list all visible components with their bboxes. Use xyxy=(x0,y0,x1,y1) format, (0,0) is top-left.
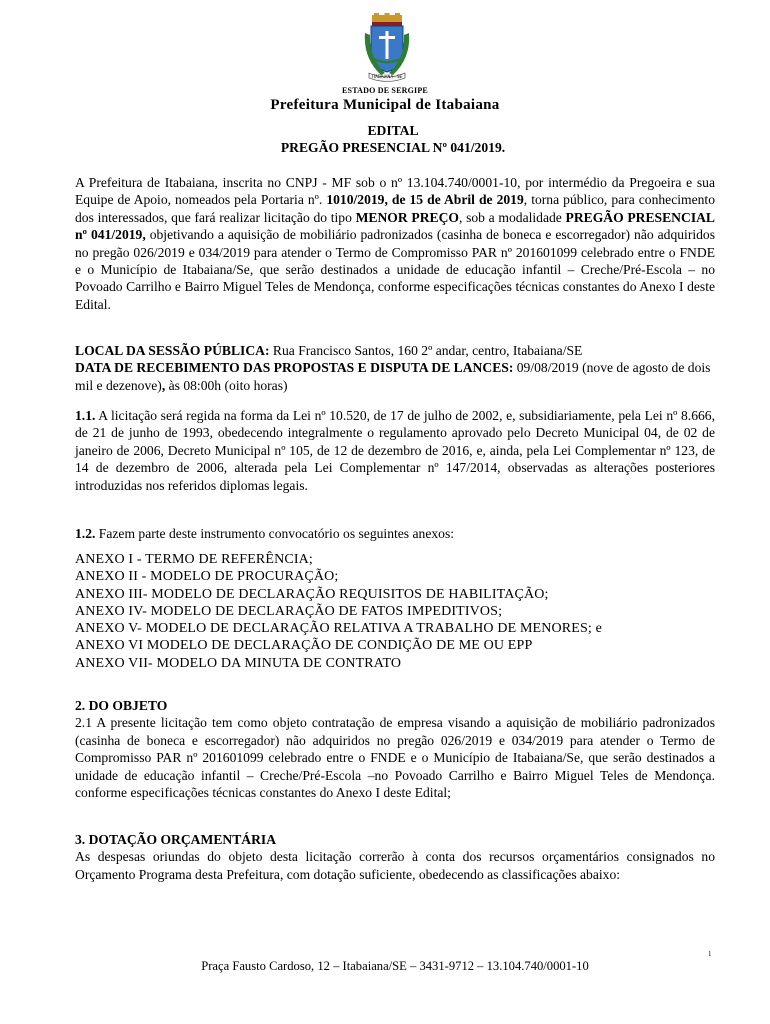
municipality-title: Prefeitura Municipal de Itabaiana xyxy=(270,97,500,113)
intro-text-3: , sob a modalidade xyxy=(458,209,566,225)
session-time-value: às 08:00h (oito horas) xyxy=(168,377,288,393)
intro-text-2: , torna público, para conhecimento dos interessados, que fará realizar licitação do tipo xyxy=(75,192,716,225)
section-3 xyxy=(75,831,715,883)
annex-item: ANEXO I - TERMO DE REFERÊNCIA; xyxy=(75,552,313,567)
intro-text-1: A Prefeitura de Itabaiana, inscrita no CNPJ - MF sob o nº 13.104.740/0001-10, por intermédio da Pregoeira e sua Equipe de Apoio, nomeados pela Portaria nº. xyxy=(75,175,715,208)
intro-bold-portaria: 1010/2019, de 15 de Abril de 2019 xyxy=(326,192,524,208)
clause-1-1 xyxy=(75,407,715,494)
annex-list xyxy=(75,551,715,672)
section-2-title: 2. DO OBJETO xyxy=(75,698,168,713)
clause-1-2 xyxy=(75,525,715,542)
clause-1-2-number: 1.2. xyxy=(75,526,96,541)
crest-banner-text: ITABAIANA · SE xyxy=(371,74,403,79)
session-date-label: DATA DE RECEBIMENTO DAS PROPOSTAS E DISPUTA DE LANCES: xyxy=(75,360,514,376)
intro-paragraph xyxy=(75,174,715,313)
coat-of-arms-icon xyxy=(363,13,411,83)
annex-item: ANEXO VII- MODELO DA MINUTA DE CONTRATO xyxy=(75,655,402,671)
session-info xyxy=(75,342,715,394)
session-date-separator: , xyxy=(161,377,169,393)
annex-item: ANEXO III- MODELO DE DECLARAÇÃO REQUISITOS DE HABILITAÇÃO; xyxy=(75,586,549,602)
session-location-value: Rua Francisco Santos, 160 2º andar, centro, Itabaiana/SE xyxy=(269,343,583,358)
annex-item: ANEXO VI MODELO DE DECLARAÇÃO DE CONDIÇÃO DE ME OU EPP xyxy=(75,638,533,654)
edital-title: EDITAL xyxy=(367,123,419,138)
section-2-text: 2.1 A presente licitação tem como objeto contratação de empresa visando a aquisição de mobiliário padronizados (casinha de boneca e escorregador) não adquiridos no pregão 026/2019 e 034/2019 para atender o Termo de Compromisso PAR nº 201601099 celebrado entre o FNDE e o Município de Itabaiana/Se, que serão destinados a unidade de educação infantil – Creche/Pré-Escola –no Povoado Carrilho e Bairro Miguel Teles de Mendonça. conforme especificações técnicas constantes do Anexo I deste Edital; xyxy=(75,715,715,801)
clause-1-1-text: A licitação será regida na forma da Lei nº 10.520, de 17 de julho de 2002, e, subsidiariamente, pela Lei nº 8.666, de 21 de junho de 1993, obedecendo integralmente o regulamento aprovado pelo Decreto Municipal 04, de 02 de janeiro de 2006, Decreto Municipal nº 105, de 12 de dezembro de 2016, e, ainda, pela Lei Complementar nº 123, de 14 de dezembro de 2006, alterada pela Lei Complementar nº 147/2014, observadas as alterações posteriores introduzidas nos referidos diplomas legais. xyxy=(75,408,715,493)
state-name: ESTADO DE SERGIPE xyxy=(342,86,428,95)
page-footer: Praça Fausto Cardoso, 12 – Itabaiana/SE – 3431-9712 – 13.104.740/0001-10 xyxy=(201,959,589,973)
section-3-title: 3. DOTAÇÃO ORÇAMENTÁRIA xyxy=(75,832,277,847)
clause-1-1-number: 1.1. xyxy=(75,408,96,423)
intro-text-4: objetivando a aquisição de mobiliário padronizados (casinha de boneca e escorregador) não adquiridos no pregão 026/2019 e 034/2019 para atender o Termo de Compromisso PAR nº 201601099 celebrado entre o FNDE e o Município de Itabaiana/Se, que serão destinados a unidade de educação infantil – Creche/Pré-Escola – no Povoado Carrilho e Bairro Miguel Teles de Mendonça, conforme especificações técnicas constantes do Anexo I deste Edital. xyxy=(75,227,716,312)
section-3-text: As despesas oriundas do objeto desta licitação correrão à conta dos recursos orçamentários consignados no Orçamento Programa desta Prefeitura, com dotação suficiente, obedecendo as classificações abaixo: xyxy=(75,849,715,882)
intro-bold-tipo: MENOR PREÇO xyxy=(355,209,459,225)
pregao-title: PREGÃO PRESENCIAL Nº 041/2019. xyxy=(280,140,506,155)
annex-item: ANEXO IV- MODELO DE DECLARAÇÃO DE FATOS IMPEDITIVOS; xyxy=(75,603,503,619)
session-location xyxy=(75,342,715,359)
document-heading xyxy=(0,122,770,156)
page-number: 1 xyxy=(708,950,712,958)
session-date-value: 09/08/2019 (nove de agosto de dois mil e dezenove) xyxy=(75,360,711,393)
section-2 xyxy=(75,697,715,801)
session-location-label: LOCAL DA SESSÃO PÚBLICA: xyxy=(75,343,270,358)
intro-bold-modalidade: PREGÃO PRESENCIAL nº 041/2019, xyxy=(75,209,715,243)
session-date xyxy=(75,359,715,394)
annex-item: ANEXO II - MODELO DE PROCURAÇÃO; xyxy=(75,569,339,585)
annex-item: ANEXO V- MODELO DE DECLARAÇÃO RELATIVA A TRABALHO DE MENORES; e xyxy=(75,621,602,637)
clause-1-2-text: Fazem parte deste instrumento convocatório os seguintes anexos: xyxy=(95,526,455,541)
